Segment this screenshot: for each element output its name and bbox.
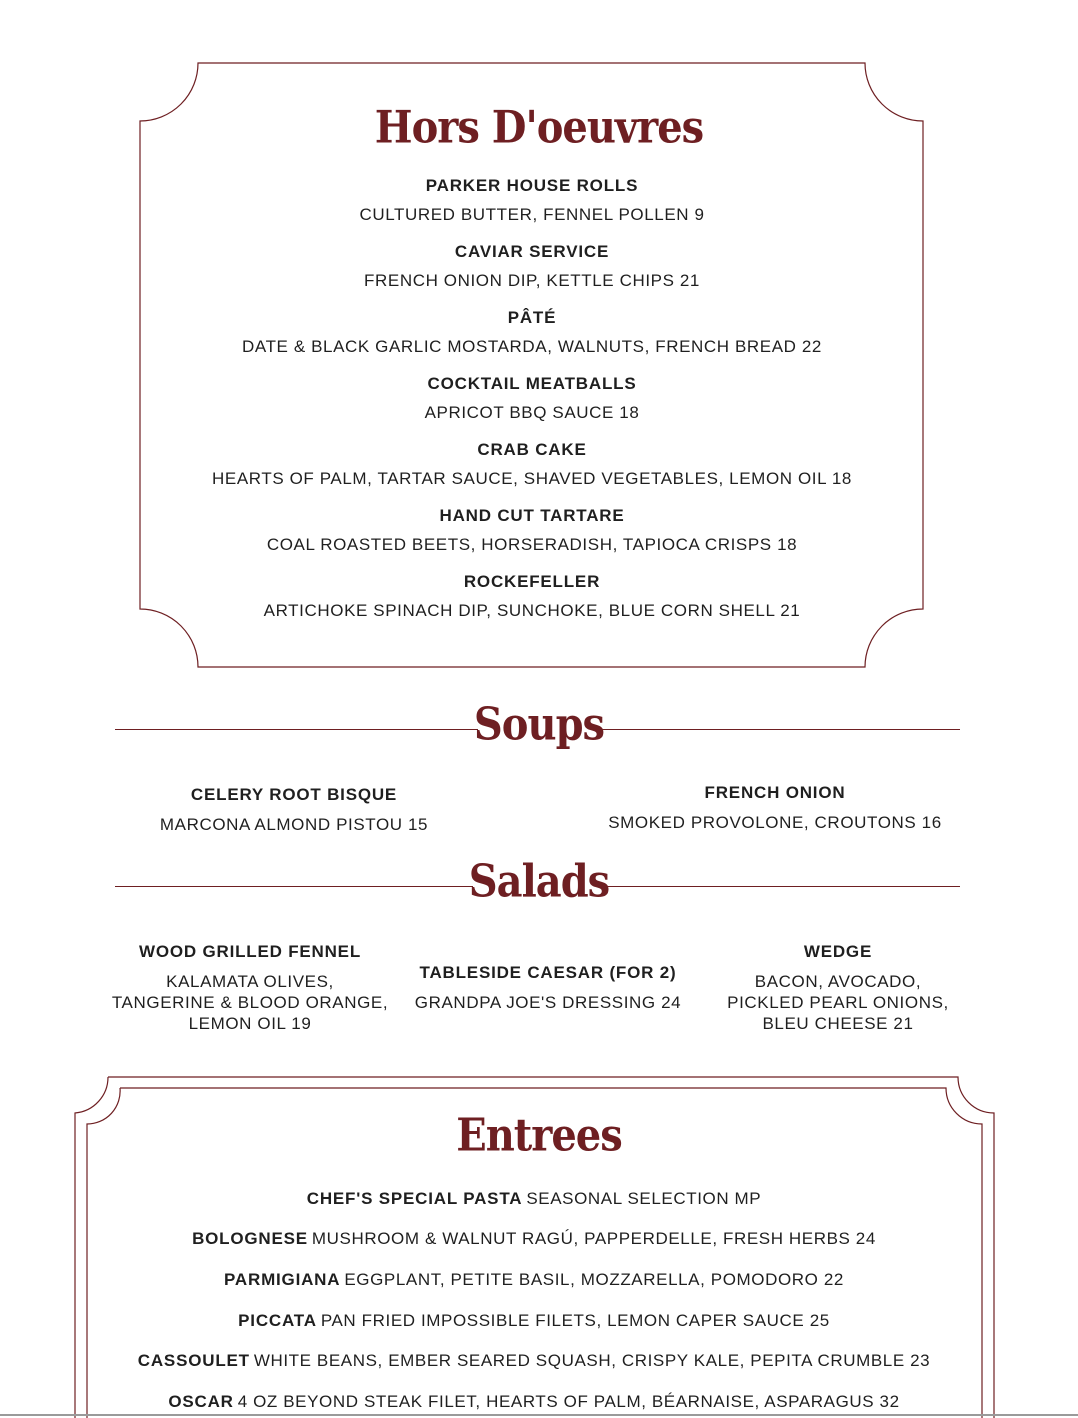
item-description: 4 OZ BEYOND STEAK FILET, HEARTS OF PALM, BÉARNAISE, ASPARAGUS 32 — [237, 1392, 900, 1411]
item-name: COCKTAIL MEATBALLS — [427, 374, 637, 393]
menu-item — [708, 942, 968, 1034]
salads-heading: Salads — [468, 855, 610, 908]
item-name: CASSOULET — [137, 1351, 250, 1370]
item-name: HAND CUT TARTARE — [439, 506, 625, 525]
item-name: CAVIAR SERVICE — [454, 242, 610, 261]
item-description: APRICOT BBQ SAUCE 18 — [424, 403, 640, 422]
item-description: MARCONA ALMOND PISTOU 15 — [159, 815, 429, 834]
menu-item — [0, 1351, 1068, 1371]
item-description: SMOKED PROVOLONE, CROUTONS 16 — [608, 813, 942, 832]
menu-item — [0, 242, 1064, 291]
item-description: CULTURED BUTTER, FENNEL POLLEN 9 — [359, 205, 705, 224]
menu-item — [398, 963, 698, 1013]
menu-item — [0, 1189, 1068, 1209]
item-name: CRAB CAKE — [477, 440, 587, 459]
item-description: HEARTS OF PALM, TARTAR SAUCE, SHAVED VEGETABLES, LEMON OIL 18 — [212, 469, 852, 488]
item-name: ROCKEFELLER — [463, 572, 601, 591]
menu-item — [0, 572, 1064, 621]
entrees-heading: Entrees — [456, 1109, 622, 1162]
item-name: OSCAR — [168, 1392, 234, 1411]
menu-item — [0, 1311, 1068, 1331]
item-name: FRENCH ONION — [704, 783, 846, 802]
item-description: WHITE BEANS, EMBER SEARED SQUASH, CRISPY KALE, PEPITA CRUMBLE 23 — [253, 1351, 931, 1370]
item-name: TABLESIDE CAESAR (FOR 2) — [419, 963, 677, 982]
menu-item — [0, 1229, 1068, 1249]
menu-item — [0, 176, 1064, 225]
hors-doeuvres-heading: Hors D'oeuvres — [374, 101, 704, 154]
soups-heading: Soups — [473, 698, 605, 751]
page-edge — [0, 1414, 1078, 1416]
menu-item — [0, 506, 1064, 555]
item-name: CELERY ROOT BISQUE — [190, 785, 398, 804]
menu-item — [0, 1270, 1068, 1290]
menu-item — [144, 785, 444, 835]
item-name: WOOD GRILLED FENNEL — [138, 942, 362, 961]
menu-item — [0, 440, 1064, 489]
item-description: BACON, AVOCADO, PICKLED PEARL ONIONS, BLEU CHEESE 21 — [727, 972, 949, 1033]
item-description: ARTICHOKE SPINACH DIP, SUNCHOKE, BLUE CORN SHELL 21 — [263, 601, 801, 620]
item-description: EGGPLANT, PETITE BASIL, MOZZARELLA, POMODORO 22 — [344, 1270, 844, 1289]
item-name: CHEF'S SPECIAL PASTA — [306, 1189, 523, 1208]
menu-item — [100, 942, 400, 1034]
menu-item — [605, 783, 945, 833]
item-description: DATE & BLACK GARLIC MOSTARDA, WALNUTS, FRENCH BREAD 22 — [242, 337, 822, 356]
menu-item — [0, 374, 1064, 423]
item-description: FRENCH ONION DIP, KETTLE CHIPS 21 — [364, 271, 700, 290]
item-description: PAN FRIED IMPOSSIBLE FILETS, LEMON CAPER SAUCE 25 — [320, 1311, 830, 1330]
menu-item — [0, 1392, 1068, 1412]
item-description: KALAMATA OLIVES, TANGERINE & BLOOD ORANGE, LEMON OIL 19 — [111, 972, 389, 1033]
item-description: SEASONAL SELECTION MP — [526, 1189, 762, 1208]
item-description: COAL ROASTED BEETS, HORSERADISH, TAPIOCA CRISPS 18 — [266, 535, 798, 554]
item-name: WEDGE — [803, 942, 873, 961]
item-name: PARKER HOUSE ROLLS — [425, 176, 639, 195]
item-name: BOLOGNESE — [192, 1229, 308, 1248]
item-name: PÂTÉ — [507, 308, 557, 327]
menu-item — [0, 308, 1064, 357]
item-description: MUSHROOM & WALNUT RAGÚ, PAPPERDELLE, FRESH HERBS 24 — [311, 1229, 876, 1248]
item-description: GRANDPA JOE'S DRESSING 24 — [414, 993, 682, 1012]
item-name: PARMIGIANA — [224, 1270, 341, 1289]
item-name: PICCATA — [238, 1311, 317, 1330]
